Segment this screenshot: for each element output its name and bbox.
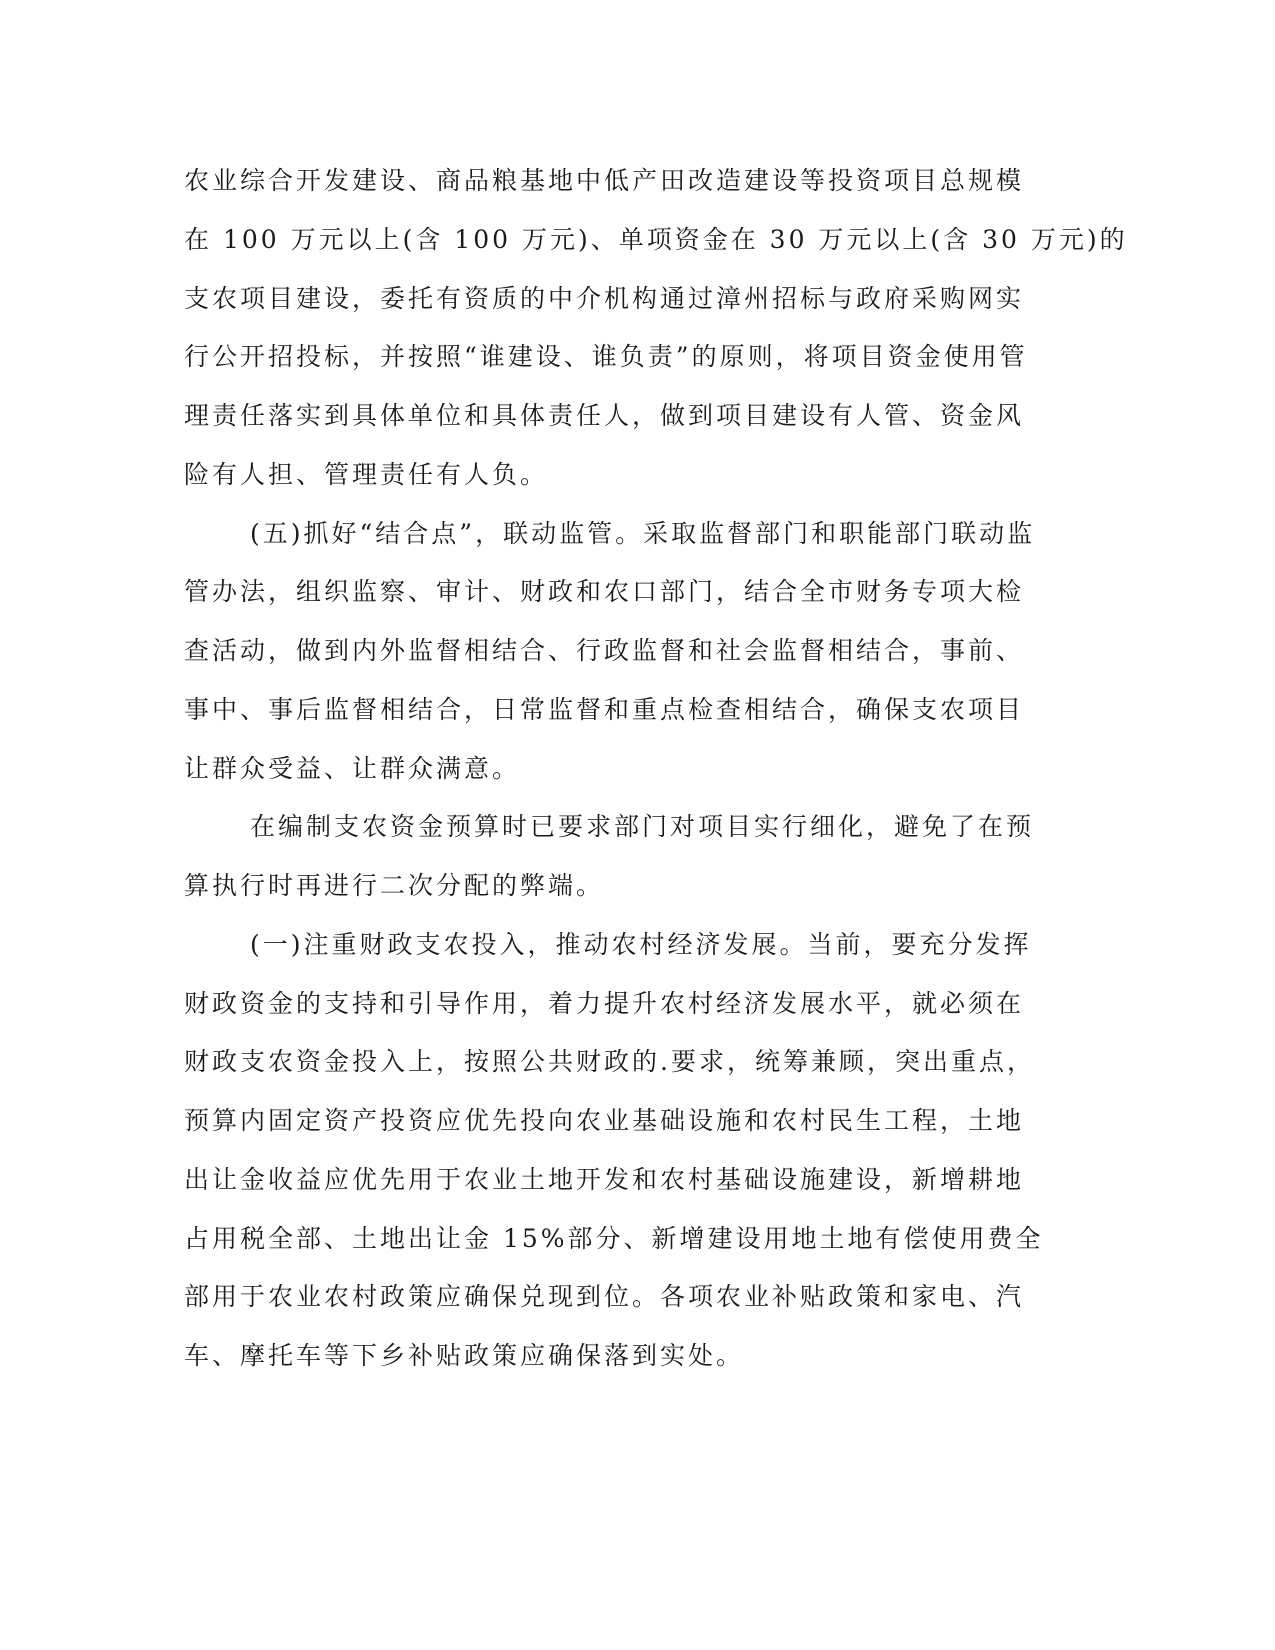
text-line: 部用于农业农村政策应确保兑现到位。各项农业补贴政策和家电、汽 — [184, 1282, 1025, 1311]
text-line: 占用税全部、土地出让金 15%部分、新增建设用地土地有偿使用费全 — [184, 1224, 1044, 1253]
text-line: 财政支农资金投入上，按照公共财政的.要求，统筹兼顾，突出重点， — [184, 1047, 1035, 1076]
paragraph-first-line: 在编制支农资金预算时已要求部门对项目实行细化，避免了在预 — [250, 812, 1035, 841]
text-line: 事中、事后监督相结合，日常监督和重点检查相结合，确保支农项目 — [184, 695, 1025, 724]
text-line: 预算内固定资产投资应优先投向农业基础设施和农村民生工程，土地 — [184, 1106, 1025, 1135]
text-line: 查活动，做到内外监督相结合、行政监督和社会监督相结合，事前、 — [184, 636, 1025, 665]
text-line: 险有人担、管理责任有人负。 — [184, 460, 549, 489]
text-line: 理责任落实到具体单位和具体责任人，做到项目建设有人管、资金风 — [184, 401, 1025, 430]
text-line: 算执行时再进行二次分配的弊端。 — [184, 871, 605, 900]
text-line: 在 100 万元以上(含 100 万元)、单项资金在 30 万元以上(含 30 万元)的 — [184, 225, 1128, 254]
text-line: 财政资金的支持和引导作用，着力提升农村经济发展水平，就必须在 — [184, 989, 1025, 1018]
text-line: 出让金收益应优先用于农业土地开发和农村基础设施建设，新增耕地 — [184, 1165, 1025, 1194]
text-line: 支农项目建设，委托有资质的中介机构通过漳州招标与政府采购网实 — [184, 284, 1025, 313]
text-line: 管办法，组织监察、审计、财政和农口部门，结合全市财务专项大检 — [184, 577, 1025, 606]
text-line: 农业综合开发建设、商品粮基地中低产田改造建设等投资项目总规模 — [184, 166, 1025, 195]
paragraph-first-line: (一)注重财政支农投入，推动农村经济发展。当前，要充分发挥 — [250, 930, 1032, 959]
text-line: 让群众受益、让群众满意。 — [184, 754, 521, 783]
paragraph-first-line: (五)抓好“结合点”，联动监管。采取监督部门和职能部门联动监 — [250, 519, 1036, 548]
text-line: 行公开招投标，并按照“谁建设、谁负责”的原则，将项目资金使用管 — [184, 342, 1028, 371]
text-line: 车、摩托车等下乡补贴政策应确保落到实处。 — [184, 1341, 745, 1370]
